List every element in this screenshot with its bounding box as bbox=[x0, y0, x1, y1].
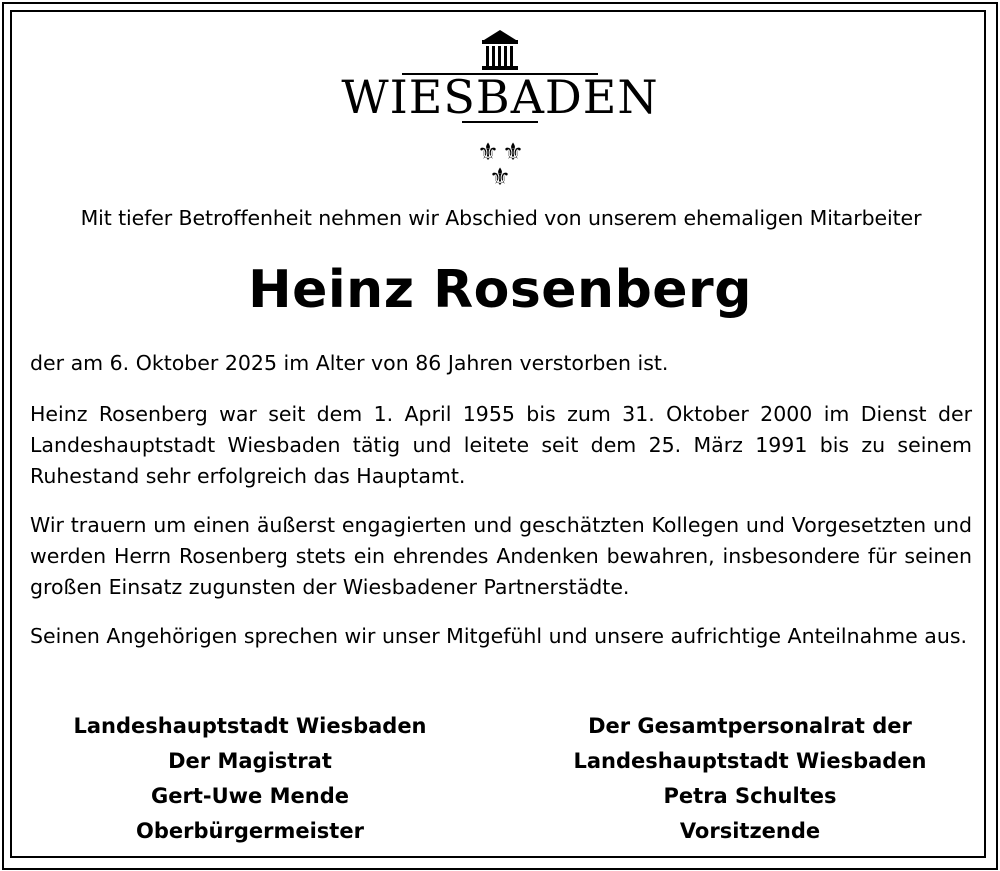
signature-line: Der Magistrat bbox=[168, 749, 332, 773]
career-paragraph: Heinz Rosenberg war seit dem 1. April 1955 bis zum 31. Oktober 2000 im Dienst der Landeshauptstadt Wiesbaden tätig und leitete seit dem 25. März 1991 bis zu seinem Ruhestand sehr erfolgreich das Hauptamt. bbox=[30, 402, 972, 488]
logo-wordmark: WIESBADEN bbox=[341, 70, 659, 124]
signature-block-left bbox=[30, 709, 470, 849]
signature-block-right bbox=[530, 709, 970, 849]
signature-line: Landeshauptstadt Wiesbaden bbox=[73, 714, 427, 738]
tribute-paragraph: Wir trauern um einen äußerst engagierten und geschätzten Kollegen und Vorgesetzten und werden Herrn Rosenberg stets ein ehrendes Andenken bewahren, insbesondere für seinen großen Einsatz zugunsten der Wiesbadener Partnerstädte. bbox=[30, 513, 972, 599]
signature-line: Oberbürgermeister bbox=[136, 819, 364, 843]
signature-line: Der Gesamtpersonalrat der bbox=[588, 714, 912, 738]
signature-line: Vorsitzende bbox=[679, 819, 821, 843]
svg-text:⚜: ⚜ bbox=[477, 138, 499, 166]
fleur-de-lis-icon bbox=[477, 138, 524, 191]
death-date-paragraph: der am 6. Oktober 2025 im Alter von 86 Jahren verstorben ist. bbox=[30, 351, 669, 375]
intro-text: Mit tiefer Betroffenheit nehmen wir Abschied von unserem ehemaligen Mitarbeiter bbox=[80, 206, 922, 230]
temple-icon bbox=[482, 30, 518, 70]
signature-line: Landeshauptstadt Wiesbaden bbox=[573, 749, 927, 773]
svg-text:⚜: ⚜ bbox=[502, 138, 524, 166]
signature-line: Petra Schultes bbox=[663, 784, 837, 808]
deceased-name: Heinz Rosenberg bbox=[248, 260, 752, 320]
svg-text:⚜: ⚜ bbox=[489, 163, 511, 191]
signature-line: Gert-Uwe Mende bbox=[151, 784, 349, 808]
condolence-paragraph: Seinen Angehörigen sprechen wir unser Mitgefühl und unsere aufrichtige Anteilnahme aus. bbox=[30, 624, 968, 648]
